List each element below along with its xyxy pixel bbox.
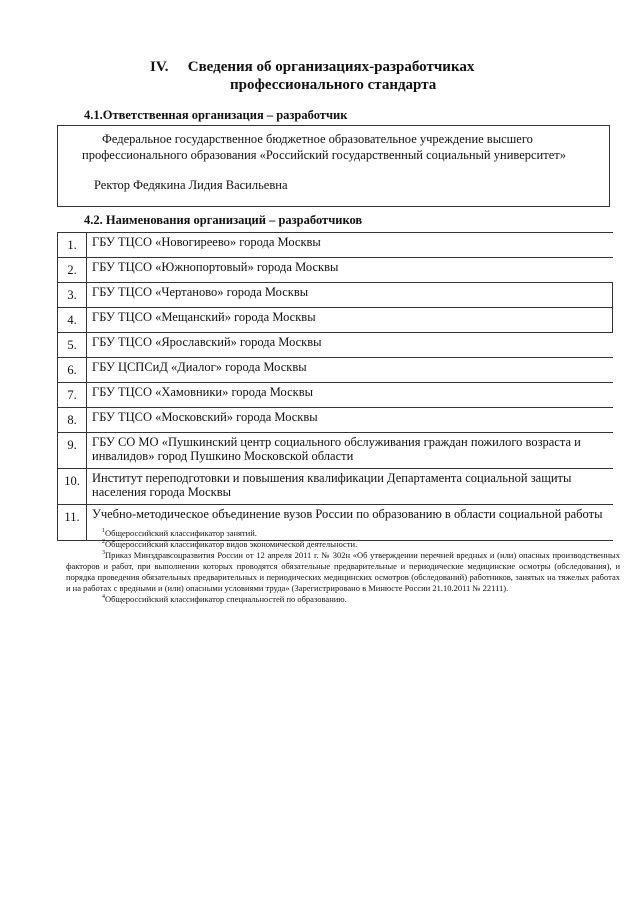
row-number: 10.: [58, 469, 87, 505]
footnote-text: Общероссийский классификатор видов экономической деятельности.: [105, 539, 358, 549]
org-name: ГБУ ТЦСО «Новогиреево» города Москвы: [87, 233, 613, 258]
row-number: 11.: [58, 505, 87, 541]
row-number: 1.: [58, 233, 87, 258]
table-row: [58, 258, 613, 283]
org-name: ГБУ ЦСПСиД «Диалог» города Москвы: [87, 358, 613, 383]
rector-name: Ректор Федякина Лидия Васильевна: [94, 178, 288, 192]
org-name: Институт переподготовки и повышения квалификации Департамента социальной защиты населения города Москвы: [87, 469, 613, 505]
table-row: [58, 469, 613, 505]
table-row: [58, 408, 613, 433]
table-row: [58, 233, 613, 258]
section-number: IV.: [150, 59, 169, 75]
org-name: ГБУ ТЦСО «Хамовники» города Москвы: [87, 383, 613, 408]
developers-table: [57, 232, 613, 541]
table-row: [58, 308, 613, 333]
row-number: 3.: [58, 283, 87, 308]
responsible-org-line2: профессионального образования «Российский государственный социальный университет»: [82, 148, 566, 162]
footnote-text: Общероссийский классификатор специальностей по образованию.: [105, 594, 347, 604]
org-name: ГБУ ТЦСО «Мещанский» города Москвы: [87, 308, 613, 333]
org-name: ГБУ ТЦСО «Южнопортовый» города Москвы: [87, 258, 613, 283]
row-number: 5.: [58, 333, 87, 358]
footnote-mark: 1: [102, 528, 105, 534]
developers-heading: 4.2. Наименования организаций – разработчиков: [84, 213, 363, 227]
org-name: ГБУ ТЦСО «Ярославский» города Москвы: [87, 333, 613, 358]
row-number: 4.: [58, 308, 87, 333]
footnote-mark: 2: [102, 539, 105, 545]
footnotes: [66, 528, 620, 605]
section-title-line2: профессионального стандарта: [230, 77, 437, 93]
footnote: [66, 594, 620, 605]
org-name: Учебно-методическое объединение вузов России по образованию в области социальной работы: [87, 505, 613, 541]
org-name: ГБУ ТЦСО «Московский» города Москвы: [87, 408, 613, 433]
table-row: [58, 383, 613, 408]
row-number: 8.: [58, 408, 87, 433]
footnote-text: Общероссийский классификатор занятий.: [105, 528, 257, 538]
table-row: [58, 283, 613, 308]
section-title-line1: Сведения об организациях-разработчиках: [187, 59, 475, 75]
responsible-org-line1: Федеральное государственное бюджетное образовательное учреждение высшего: [102, 132, 533, 146]
responsible-org-box: [57, 125, 610, 207]
footnote-text: Приказ Минздравсоцразвития России от 12 апреля 2011 г. № 302н «Об утверждении перечней вредных и (или) опасных производственных факторов и работ, при выполнении которых проводятся обязательные предварительные и периодические медицинские осмотры (обследования), и порядка проведения обязательных предварительных и периодических медицинских осмотров (обследований) работников, занятых на тяжелых работах и на работах с вредными и (или) опасными условиями труда» (Зарегистрировано в Минюсте России 21.10.2011 № 22111).: [66, 550, 620, 593]
table-row: [58, 358, 613, 383]
footnote: [66, 528, 620, 539]
responsible-heading: 4.1.Ответственная организация – разработчик: [84, 108, 348, 122]
responsible-org-name: [82, 131, 602, 163]
row-number: 6.: [58, 358, 87, 383]
row-number: 7.: [58, 383, 87, 408]
section-title: [150, 58, 570, 94]
row-number: 9.: [58, 433, 87, 469]
org-name: ГБУ СО МО «Пушкинский центр социального обслуживания граждан пожилого возраста и инвалидов» город Пушкино Московской области: [87, 433, 613, 469]
org-name: ГБУ ТЦСО «Чертаново» города Москвы: [87, 283, 613, 308]
table-row: [58, 433, 613, 469]
table-row: [58, 333, 613, 358]
footnote-mark: 4: [102, 594, 105, 600]
footnote-mark: 3: [102, 550, 105, 556]
row-number: 2.: [58, 258, 87, 283]
footnote: [66, 550, 620, 594]
footnote: [66, 539, 620, 550]
